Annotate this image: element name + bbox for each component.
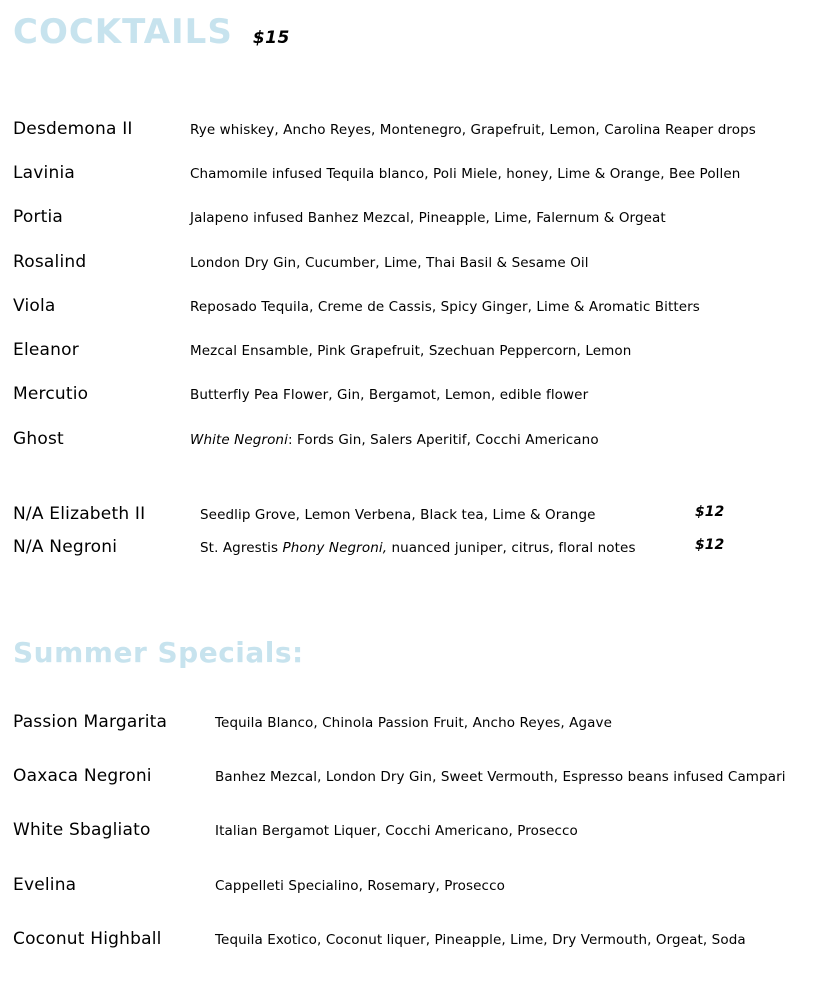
drink-description: Seedlip Grove, Lemon Verbena, Black tea, Lime & Orange: [200, 506, 596, 523]
menu-item-row: [13, 504, 816, 525]
drink-description: London Dry Gin, Cucumber, Lime, Thai Basil & Sesame Oil: [190, 254, 589, 271]
menu-item-row: [13, 820, 816, 841]
menu-item-row: [13, 163, 816, 184]
drink-name: N/A Elizabeth II: [13, 503, 146, 524]
menu-item-row: [13, 384, 816, 405]
cocktails-list: [13, 119, 816, 450]
drink-description: Tequila Exotico, Coconut liquer, Pineapple, Lime, Dry Vermouth, Orgeat, Soda: [215, 931, 746, 948]
cocktails-base-price: $15: [252, 28, 290, 48]
drink-description: Tequila Blanco, Chinola Passion Fruit, Ancho Reyes, Agave: [215, 714, 613, 731]
drink-description: Reposado Tequila, Creme de Cassis, Spicy Ginger, Lime & Aromatic Bitters: [190, 298, 700, 315]
drink-price: $12: [695, 537, 725, 554]
drink-description: Butterfly Pea Flower, Gin, Bergamot, Lemon, edible flower: [190, 387, 589, 404]
menu-item-row: [13, 340, 816, 361]
drink-name: Portia: [13, 207, 64, 228]
drink-name: Eleanor: [13, 340, 79, 361]
menu-item-row: [13, 207, 816, 228]
drink-name: N/A Negroni: [13, 537, 118, 558]
menu-item-row: [13, 712, 816, 733]
drink-description: Chamomile infused Tequila blanco, Poli Miele, honey, Lime & Orange, Bee Pollen: [190, 166, 741, 183]
menu-item-row: [13, 296, 816, 317]
menu-item-row: [13, 252, 816, 273]
menu-item-row: [13, 429, 816, 450]
drink-name: White Sbagliato: [13, 820, 151, 841]
drink-description: Cappelleti Specialino, Rosemary, Prosecco: [215, 877, 505, 894]
drink-name: Viola: [13, 295, 56, 316]
drink-description: Jalapeno infused Banhez Mezcal, Pineapple, Lime, Falernum & Orgeat: [190, 210, 666, 227]
drink-name: Desdemona II: [13, 118, 133, 139]
cocktails-header: [13, 12, 816, 53]
menu-item-row: [13, 929, 816, 950]
drink-name: Lavinia: [13, 163, 75, 184]
drink-name: Rosalind: [13, 251, 87, 272]
drink-name: Ghost: [13, 428, 64, 449]
drink-name: Mercutio: [13, 384, 89, 405]
drink-price: $12: [695, 503, 725, 520]
drink-name: Coconut Highball: [13, 928, 162, 949]
menu-item-row: [13, 537, 816, 558]
menu-item-row: [13, 119, 816, 140]
non-alcoholic-list: [13, 504, 816, 559]
drink-description: Mezcal Ensamble, Pink Grapefruit, Szechuan Peppercorn, Lemon: [190, 343, 632, 360]
drink-name: Oaxaca Negroni: [13, 766, 152, 787]
cocktails-title: COCKTAILS: [13, 12, 233, 52]
menu-item-row: [13, 766, 816, 787]
drink-description: St. Agrestis Phony Negroni, nuanced juniper, citrus, floral notes: [200, 540, 636, 557]
drink-description: Banhez Mezcal, London Dry Gin, Sweet Vermouth, Espresso beans infused Campari: [215, 769, 786, 786]
drink-description: Italian Bergamot Liquer, Cocchi Americano, Prosecco: [215, 823, 578, 840]
summer-specials-title: Summer Specials:: [13, 636, 304, 670]
drink-description: Rye whiskey, Ancho Reyes, Montenegro, Grapefruit, Lemon, Carolina Reaper drops: [190, 121, 756, 138]
summer-specials-list: [13, 712, 816, 950]
drink-name: Evelina: [13, 874, 77, 895]
drink-description: White Negroni: Fords Gin, Salers Aperitif, Cocchi Americano: [190, 431, 599, 448]
menu-item-row: [13, 875, 816, 896]
drink-name: Passion Margarita: [13, 711, 168, 732]
